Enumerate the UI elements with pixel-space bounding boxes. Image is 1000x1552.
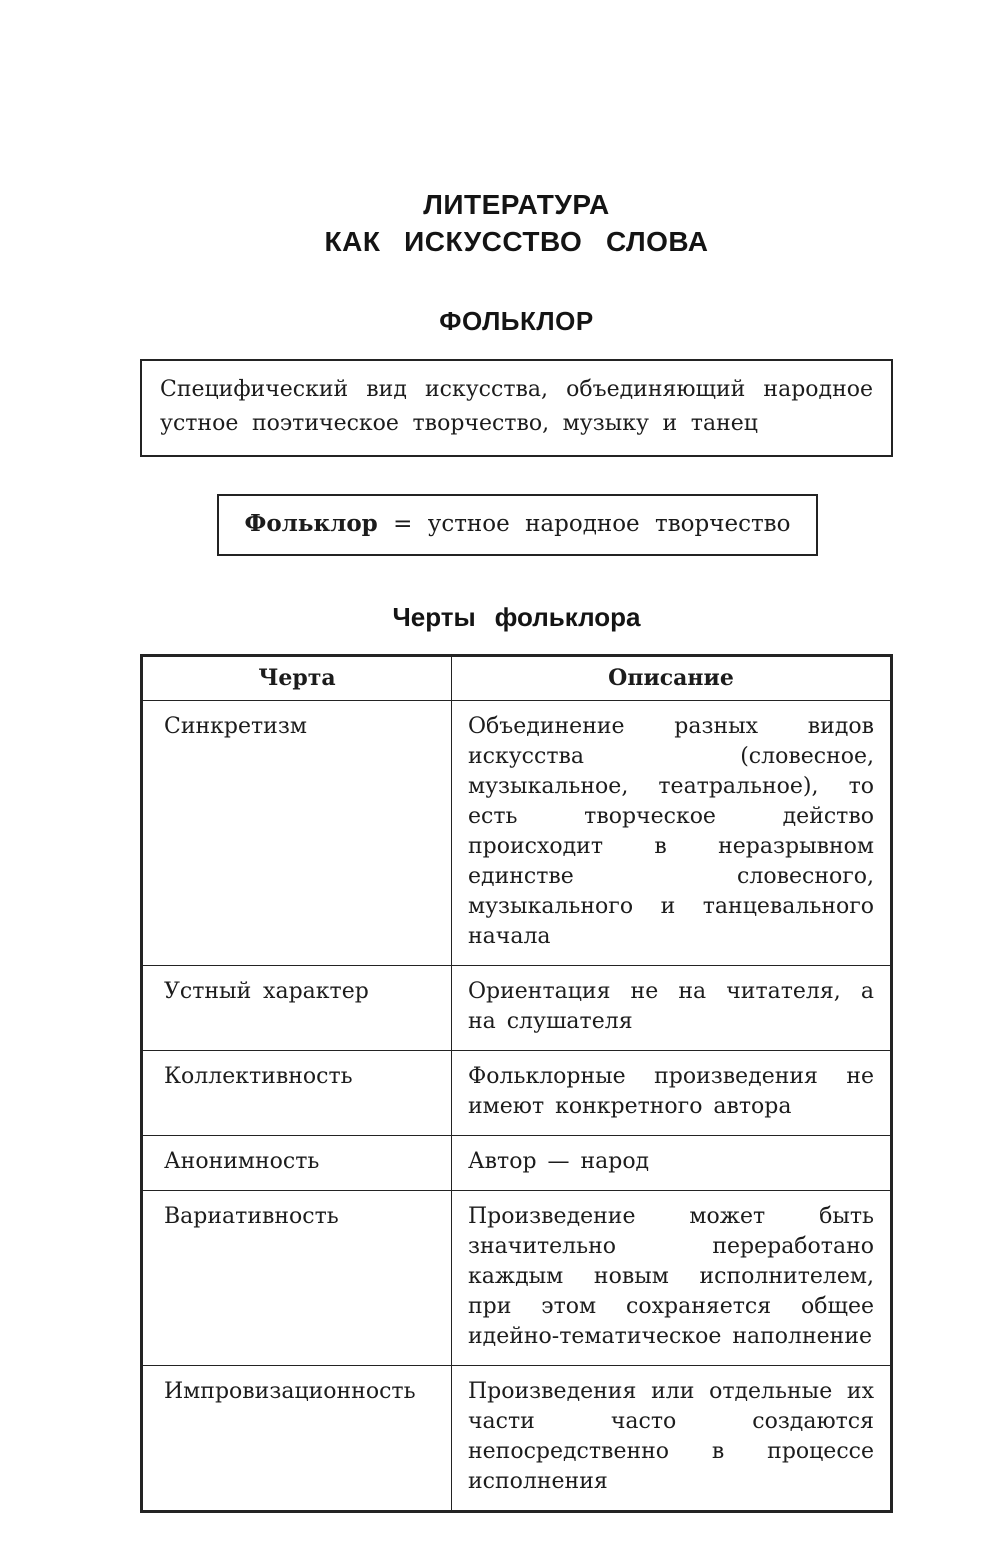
feature-cell: Коллективность xyxy=(142,1051,452,1136)
description-cell: Фольклорные произведения не имеют конкретного автора xyxy=(452,1051,892,1136)
description-cell: Ориентация не на читателя, а на слушателя xyxy=(452,966,892,1051)
description-cell: Произведения или отдельные их части часто создаются непосредственно в процессе исполнения xyxy=(452,1366,892,1512)
table-row xyxy=(142,1191,892,1366)
formula-term: Фольклор xyxy=(244,510,378,537)
description-cell: Произведение может быть значительно переработано каждым новым исполнителем, при этом сохраняется общее идейно-тематическое наполнение xyxy=(452,1191,892,1366)
description-cell: Объединение разных видов искусства (словесное, музыкальное, театральное), то есть творческое действо происходит в неразрывном единстве словесного, музыкального и танцевального начала xyxy=(452,701,892,966)
table-row xyxy=(142,1051,892,1136)
table-row xyxy=(142,966,892,1051)
equals-sign: = xyxy=(393,511,413,537)
features-table xyxy=(140,654,893,1513)
table-row xyxy=(142,701,892,966)
feature-cell: Синкретизм xyxy=(142,701,452,966)
table-header-description: Описание xyxy=(452,656,892,701)
definition-text: Специфический вид искусства, объединяющий народное устное поэтическое творчество, музыку и танец xyxy=(160,377,873,436)
section-title: ФОЛЬКЛОР xyxy=(439,306,594,336)
page-title-line-2: КАК ИСКУССТВО СЛОВА xyxy=(324,226,709,257)
page-title xyxy=(140,186,893,260)
table-header-feature: Черта xyxy=(142,656,452,701)
feature-cell: Импровизационность xyxy=(142,1366,452,1512)
formula-text: устное народное творчество xyxy=(427,511,791,537)
table-row xyxy=(142,1366,892,1512)
feature-cell: Анонимность xyxy=(142,1136,452,1191)
features-heading: Черты фольклора xyxy=(392,602,641,632)
feature-cell: Устный характер xyxy=(142,966,452,1051)
definition-box xyxy=(140,359,893,457)
description-cell: Автор — народ xyxy=(452,1136,892,1191)
table-header-row xyxy=(142,656,892,701)
feature-cell: Вариативность xyxy=(142,1191,452,1366)
formula-box xyxy=(217,494,818,556)
table-row xyxy=(142,1136,892,1191)
page-title-line-1: ЛИТЕРАТУРА xyxy=(423,189,610,220)
